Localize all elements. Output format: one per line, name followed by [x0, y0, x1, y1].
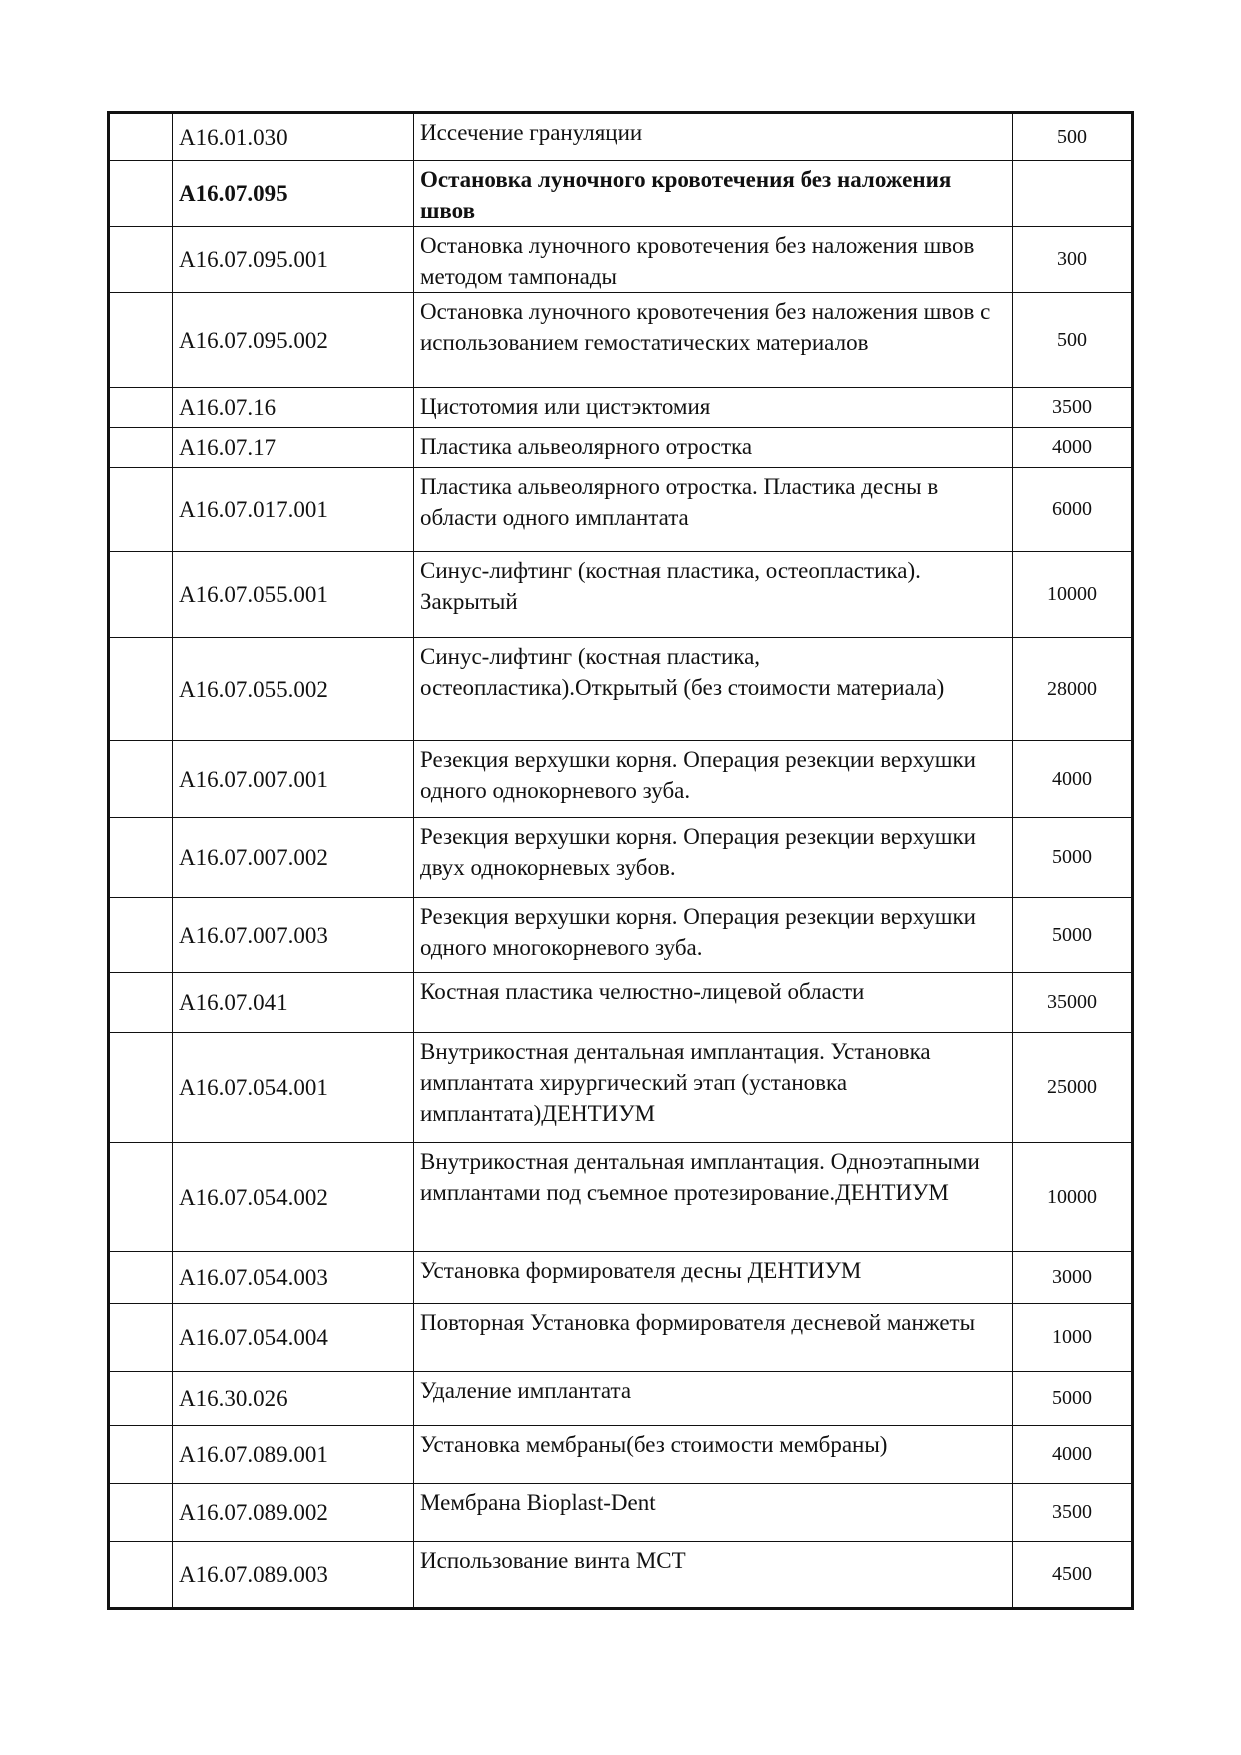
table-row	[109, 1426, 1133, 1484]
service-code-cell: A16.07.054.002	[173, 1143, 414, 1252]
row-number-cell	[109, 388, 173, 428]
row-number-cell	[109, 161, 173, 227]
price-cell: 3000	[1013, 1252, 1133, 1304]
service-code-cell: A16.07.089.002	[173, 1484, 414, 1542]
service-name-cell: Костная пластика челюстно-лицевой области	[414, 973, 1013, 1033]
row-number-cell	[109, 113, 173, 161]
price-cell: 3500	[1013, 388, 1133, 428]
price-cell: 4500	[1013, 1542, 1133, 1609]
row-number-cell	[109, 1542, 173, 1609]
price-cell: 4000	[1013, 1426, 1133, 1484]
table-row	[109, 468, 1133, 552]
service-name-cell: Цистотомия или цистэктомия	[414, 388, 1013, 428]
table-row	[109, 1542, 1133, 1609]
table-row	[109, 741, 1133, 818]
row-number-cell	[109, 227, 173, 293]
service-code-cell: A16.07.054.003	[173, 1252, 414, 1304]
service-name-cell: Синус-лифтинг (костная пластика, остеопластика). Закрытый	[414, 552, 1013, 638]
table-row	[109, 1252, 1133, 1304]
price-cell: 4000	[1013, 741, 1133, 818]
service-name-cell: Резекция верхушки корня. Операция резекции верхушки двух однокорневых зубов.	[414, 818, 1013, 898]
service-name-cell: Установка формирователя десны ДЕНТИУМ	[414, 1252, 1013, 1304]
service-name-cell: Удаление имплантата	[414, 1372, 1013, 1426]
row-number-cell	[109, 898, 173, 973]
service-name-cell: Иссечение грануляции	[414, 113, 1013, 161]
table-row	[109, 113, 1133, 161]
row-number-cell	[109, 1426, 173, 1484]
row-number-cell	[109, 638, 173, 741]
service-code-cell: A16.07.055.001	[173, 552, 414, 638]
table-row	[109, 428, 1133, 468]
service-name-cell: Мембрана Bioplast-Dent	[414, 1484, 1013, 1542]
price-cell: 5000	[1013, 1372, 1133, 1426]
table-row	[109, 1033, 1133, 1143]
service-name-cell: Остановка луночного кровотечения без наложения швов с использованием гемостатических материалов	[414, 293, 1013, 388]
table-row	[109, 552, 1133, 638]
table-row	[109, 161, 1133, 227]
service-code-cell: A16.07.17	[173, 428, 414, 468]
service-code-cell: A16.07.054.001	[173, 1033, 414, 1143]
service-name-cell: Резекция верхушки корня. Операция резекции верхушки одного однокорневого зуба.	[414, 741, 1013, 818]
service-code-cell: A16.07.095.002	[173, 293, 414, 388]
price-cell: 28000	[1013, 638, 1133, 741]
row-number-cell	[109, 1372, 173, 1426]
table-row	[109, 973, 1133, 1033]
table-row	[109, 1484, 1133, 1542]
row-number-cell	[109, 1252, 173, 1304]
row-number-cell	[109, 1033, 173, 1143]
price-cell: 5000	[1013, 818, 1133, 898]
service-name-cell: Установка мембраны(без стоимости мембраны)	[414, 1426, 1013, 1484]
service-code-cell: A16.07.041	[173, 973, 414, 1033]
price-cell: 5000	[1013, 898, 1133, 973]
row-number-cell	[109, 552, 173, 638]
service-code-cell: A16.01.030	[173, 113, 414, 161]
row-number-cell	[109, 973, 173, 1033]
service-code-cell: A16.07.007.002	[173, 818, 414, 898]
price-cell: 25000	[1013, 1033, 1133, 1143]
row-number-cell	[109, 1304, 173, 1372]
service-code-cell: A16.07.054.004	[173, 1304, 414, 1372]
table-row	[109, 898, 1133, 973]
service-code-cell: A16.07.017.001	[173, 468, 414, 552]
price-table	[107, 111, 1134, 1610]
service-code-cell: A16.07.007.003	[173, 898, 414, 973]
price-cell: 10000	[1013, 552, 1133, 638]
service-name-cell: Использование винта МСТ	[414, 1542, 1013, 1609]
service-code-cell: A16.07.089.003	[173, 1542, 414, 1609]
price-cell: 35000	[1013, 973, 1133, 1033]
table-row	[109, 638, 1133, 741]
service-name-cell: Пластика альвеолярного отростка	[414, 428, 1013, 468]
row-number-cell	[109, 1143, 173, 1252]
price-cell: 500	[1013, 113, 1133, 161]
service-name-cell: Остановка луночного кровотечения без наложения швов методом тампонады	[414, 227, 1013, 293]
price-cell: 1000	[1013, 1304, 1133, 1372]
table-row	[109, 1143, 1133, 1252]
table-row	[109, 227, 1133, 293]
price-cell	[1013, 161, 1133, 227]
price-cell: 6000	[1013, 468, 1133, 552]
price-cell: 3500	[1013, 1484, 1133, 1542]
service-code-cell: A16.07.095.001	[173, 227, 414, 293]
service-name-cell: Внутрикостная дентальная имплантация. Установка имплантата хирургический этап (установка имплантата)ДЕНТИУМ	[414, 1033, 1013, 1143]
price-cell: 4000	[1013, 428, 1133, 468]
service-name-cell: Резекция верхушки корня. Операция резекции верхушки одного многокорневого зуба.	[414, 898, 1013, 973]
service-code-cell: A16.07.16	[173, 388, 414, 428]
row-number-cell	[109, 818, 173, 898]
price-cell: 300	[1013, 227, 1133, 293]
service-name-cell: Пластика альвеолярного отростка. Пластика десны в области одного имплантата	[414, 468, 1013, 552]
table-row	[109, 818, 1133, 898]
service-code-cell: A16.07.095	[173, 161, 414, 227]
row-number-cell	[109, 293, 173, 388]
row-number-cell	[109, 1484, 173, 1542]
service-name-cell: Синус-лифтинг (костная пластика, остеопластика).Открытый (без стоимости материала)	[414, 638, 1013, 741]
table-row	[109, 1304, 1133, 1372]
table-row	[109, 293, 1133, 388]
row-number-cell	[109, 741, 173, 818]
row-number-cell	[109, 468, 173, 552]
table-row	[109, 1372, 1133, 1426]
service-code-cell: A16.07.007.001	[173, 741, 414, 818]
service-name-cell: Внутрикостная дентальная имплантация. Одноэтапными имплантами под съемное протезирование.ДЕНТИУМ	[414, 1143, 1013, 1252]
service-code-cell: A16.07.089.001	[173, 1426, 414, 1484]
row-number-cell	[109, 428, 173, 468]
price-cell: 500	[1013, 293, 1133, 388]
price-table-body	[109, 113, 1133, 1609]
price-cell: 10000	[1013, 1143, 1133, 1252]
service-name-cell: Остановка луночного кровотечения без наложения швов	[414, 161, 1013, 227]
service-name-cell: Повторная Установка формирователя десневой манжеты	[414, 1304, 1013, 1372]
table-row	[109, 388, 1133, 428]
service-code-cell: A16.30.026	[173, 1372, 414, 1426]
service-code-cell: A16.07.055.002	[173, 638, 414, 741]
